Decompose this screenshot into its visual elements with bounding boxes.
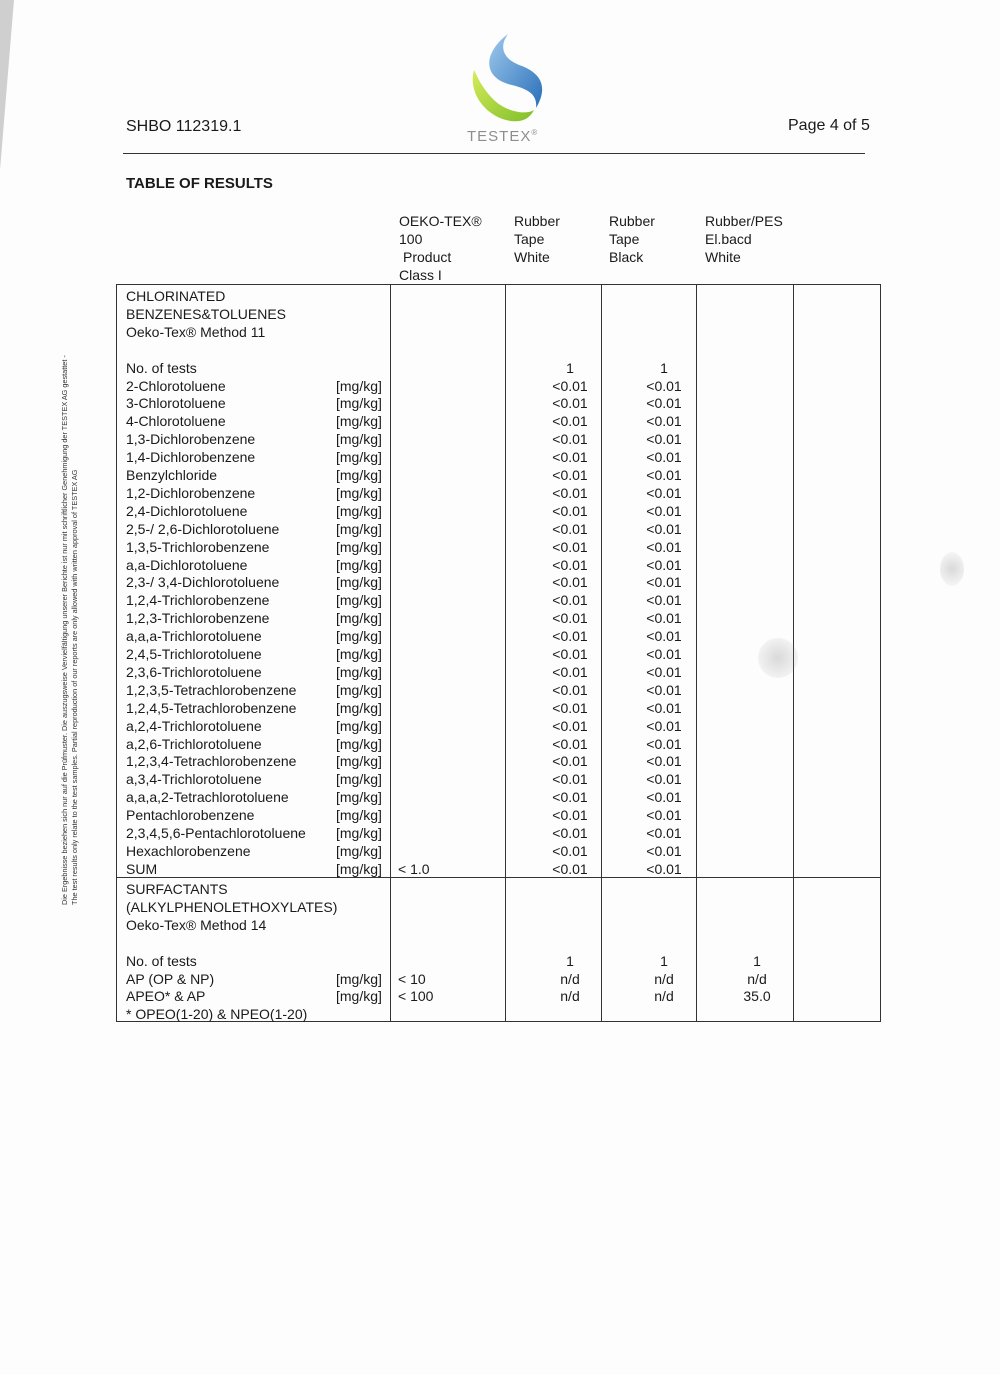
row-label: 2,3,4,5,6-Pentachlorotoluene: [126, 825, 306, 841]
row-value: <0.01: [552, 556, 588, 573]
row-unit: [mg/kg]: [336, 467, 382, 483]
row-label: a,3,4-Trichlorotoluene: [126, 771, 262, 788]
row-unit: [mg/kg]: [336, 449, 382, 466]
row-label: * OPEO(1-20) & NPEO(1-20): [126, 1006, 308, 1023]
column-header-line: Rubber/PES: [705, 213, 783, 229]
row-label: 2,5-/ 2,6-Dichlorotoluene: [126, 520, 280, 537]
row-label: 1,2,4-Trichlorobenzene: [126, 592, 270, 609]
row-unit: [mg/kg]: [336, 556, 382, 573]
row-unit: [mg/kg]: [336, 377, 382, 394]
row-label: AP (OP & NP): [126, 970, 215, 987]
side-note-german: Die Ergebnisse beziehen sich nur auf die Prüfmuster. Die auszugsweise Vervielfältigung unserer Berichte ist nur mit schriftlicher Genehmigung der TESTEX AG gestattet -: [60, 355, 69, 905]
row-value: <0.01: [646, 825, 682, 841]
row-value: <0.01: [552, 681, 588, 698]
row-value: <0.01: [646, 628, 682, 645]
row-label: No. of tests: [126, 952, 197, 969]
column-header-line: Product: [403, 249, 452, 265]
row-value: 1: [566, 952, 574, 969]
row-value: <0.01: [552, 663, 588, 680]
column-header-line: Black: [609, 249, 644, 265]
row-value: <0.01: [552, 538, 588, 555]
column-header-2: [514, 212, 560, 266]
section-divider: [117, 877, 880, 878]
testex-logo-icon: [464, 30, 554, 126]
row-label: 2,3-/ 3,4-Dichlorotoluene: [126, 574, 280, 591]
row-value: 1: [566, 359, 574, 376]
scan-shadow: [0, 0, 14, 170]
row-label: 3-Chlorotoluene: [126, 395, 226, 412]
row-value: <0.01: [646, 377, 682, 394]
report-number: SHBO 112319.1: [126, 118, 242, 135]
row-value: <0.01: [552, 377, 588, 394]
row-value: <0.01: [552, 789, 588, 806]
row-label: APEO* & AP: [126, 988, 206, 1005]
row-label: 1,2,3,4-Tetrachlorobenzene: [126, 753, 297, 770]
legal-side-note: [60, 355, 80, 905]
row-value: <0.01: [646, 592, 682, 609]
row-label: a,a-Dichlorotoluene: [126, 556, 248, 573]
row-label: 2,3,6-Trichlorotoluene: [126, 663, 262, 680]
row-value: <0.01: [646, 467, 682, 483]
row-value: 1: [753, 952, 761, 969]
row-unit: [mg/kg]: [336, 610, 382, 627]
row-unit: [mg/kg]: [336, 574, 382, 591]
row-value: <0.01: [552, 484, 588, 501]
row-label: Hexachlorobenzene: [126, 842, 251, 859]
row-limit: < 100: [398, 988, 434, 1005]
row-value: n/d: [747, 970, 767, 987]
row-unit: [mg/kg]: [336, 842, 382, 859]
row-value: <0.01: [552, 807, 588, 824]
row-label: No. of tests: [126, 359, 197, 376]
row-value: <0.01: [646, 699, 682, 716]
row-value: <0.01: [552, 431, 588, 448]
row-value: <0.01: [646, 789, 682, 806]
row-value: <0.01: [552, 413, 588, 430]
row-label: 1,2,3,5-Tetrachlorobenzene: [126, 681, 297, 698]
section-heading-line: CHLORINATED: [126, 288, 226, 304]
row-limit: < 1.0: [398, 860, 430, 877]
row-value: <0.01: [552, 502, 588, 519]
row-value: <0.01: [646, 610, 682, 627]
logo-wordmark: TESTEX®: [467, 128, 539, 145]
row-unit: [mg/kg]: [336, 663, 382, 680]
column-header-line: Tape: [609, 231, 640, 247]
row-label: 2,4,5-Trichlorotoluene: [126, 646, 262, 662]
column-divider: [390, 285, 391, 1021]
row-value: <0.01: [646, 807, 682, 824]
row-unit: [mg/kg]: [336, 592, 382, 609]
column-header-line: El.bacd: [705, 231, 752, 247]
row-label: SUM: [126, 860, 158, 877]
row-value: <0.01: [646, 413, 682, 430]
row-value: n/d: [654, 988, 674, 1005]
row-unit: [mg/kg]: [336, 538, 382, 555]
row-value: <0.01: [552, 735, 588, 752]
row-label: Benzylchloride: [126, 467, 218, 483]
row-value: <0.01: [646, 502, 682, 519]
row-value: <0.01: [552, 628, 588, 645]
column-header-line: Rubber: [609, 213, 655, 229]
column-divider: [505, 285, 506, 1021]
row-value: <0.01: [552, 646, 588, 662]
row-unit: [mg/kg]: [336, 970, 382, 987]
row-label: a,2,6-Trichlorotoluene: [126, 735, 262, 752]
row-unit: [mg/kg]: [336, 825, 382, 841]
column-header-line: 100: [399, 231, 423, 247]
row-value: n/d: [654, 970, 674, 987]
row-value: <0.01: [552, 717, 588, 734]
column-header-line: Rubber: [514, 213, 560, 229]
header-divider: [123, 153, 865, 154]
row-value: <0.01: [646, 520, 682, 537]
row-label: 2-Chlorotoluene: [126, 377, 226, 394]
row-label: Pentachlorobenzene: [126, 807, 255, 824]
row-unit: [mg/kg]: [336, 771, 382, 788]
row-value: <0.01: [552, 753, 588, 770]
column-header-1: [399, 212, 482, 284]
row-label: a,2,4-Trichlorotoluene: [126, 717, 262, 734]
row-value: <0.01: [646, 574, 682, 591]
row-value: <0.01: [552, 395, 588, 412]
section-heading-line: Oeko-Tex® Method 14: [126, 916, 267, 933]
row-limit: < 10: [398, 970, 426, 987]
side-note-english: The test results only relate to the test samples. Partial reproduction of our reports are only allowed with written approval of TESTEX AG: [70, 469, 79, 905]
row-value: <0.01: [552, 842, 588, 859]
row-unit: [mg/kg]: [336, 395, 382, 412]
row-label: 1,4-Dichlorobenzene: [126, 449, 256, 466]
row-label: 2,4-Dichlorotoluene: [126, 502, 248, 519]
row-value: <0.01: [646, 860, 682, 877]
row-label: 4-Chlorotoluene: [126, 413, 226, 430]
row-value: <0.01: [646, 753, 682, 770]
row-value: <0.01: [646, 646, 682, 662]
row-value: <0.01: [646, 538, 682, 555]
section-heading-line: SURFACTANTS: [126, 881, 228, 897]
row-unit: [mg/kg]: [336, 699, 382, 716]
row-value: <0.01: [646, 484, 682, 501]
row-value: <0.01: [552, 574, 588, 591]
row-label: 1,2,3-Trichlorobenzene: [126, 610, 270, 627]
row-value: <0.01: [646, 663, 682, 680]
row-value: <0.01: [646, 556, 682, 573]
row-unit: [mg/kg]: [336, 681, 382, 698]
row-value: <0.01: [552, 520, 588, 537]
column-header-3: [609, 212, 655, 266]
row-unit: [mg/kg]: [336, 789, 382, 806]
row-unit: [mg/kg]: [336, 628, 382, 645]
row-value: 1: [660, 952, 668, 969]
row-value: <0.01: [552, 467, 588, 483]
row-value: <0.01: [646, 771, 682, 788]
column-header-line: Class I: [399, 267, 442, 283]
row-value: <0.01: [552, 592, 588, 609]
scan-mark: [758, 638, 798, 678]
row-unit: [mg/kg]: [336, 502, 382, 519]
row-value: n/d: [560, 988, 580, 1005]
row-value: <0.01: [552, 860, 588, 877]
row-unit: [mg/kg]: [336, 988, 382, 1005]
row-unit: [mg/kg]: [336, 735, 382, 752]
row-unit: [mg/kg]: [336, 860, 382, 877]
section-heading-line: BENZENES&TOLUENES: [126, 305, 287, 322]
column-header-line: White: [514, 249, 550, 265]
row-unit: [mg/kg]: [336, 520, 382, 537]
scan-mark: [940, 552, 964, 586]
section-title: TABLE OF RESULTS: [126, 175, 273, 192]
row-unit: [mg/kg]: [336, 484, 382, 501]
row-value: <0.01: [552, 610, 588, 627]
row-value: <0.01: [552, 449, 588, 466]
column-header-line: Tape: [514, 231, 545, 247]
row-unit: [mg/kg]: [336, 646, 382, 662]
row-unit: [mg/kg]: [336, 717, 382, 734]
row-value: <0.01: [646, 735, 682, 752]
row-label: 1,3,5-Trichlorobenzene: [126, 538, 270, 555]
row-value: <0.01: [646, 449, 682, 466]
row-value: <0.01: [646, 395, 682, 412]
page-number: Page 4 of 5: [788, 117, 870, 134]
column-header-4: [705, 212, 783, 266]
row-value: 1: [660, 359, 668, 376]
row-value: <0.01: [552, 699, 588, 716]
row-value: <0.01: [646, 431, 682, 448]
row-value: <0.01: [646, 681, 682, 698]
row-unit: [mg/kg]: [336, 413, 382, 430]
row-unit: [mg/kg]: [336, 753, 382, 770]
row-value: n/d: [560, 970, 580, 987]
row-label: 1,3-Dichlorobenzene: [126, 431, 256, 448]
row-label: 1,2-Dichlorobenzene: [126, 484, 256, 501]
row-value: 35.0: [743, 988, 771, 1005]
row-value: <0.01: [646, 842, 682, 859]
column-header-line: OEKO-TEX®: [399, 213, 482, 229]
row-value: <0.01: [552, 825, 588, 841]
section-heading-line: Oeko-Tex® Method 11: [126, 323, 266, 340]
row-unit: [mg/kg]: [336, 807, 382, 824]
section-heading-line: (ALKYLPHENOLETHOXYLATES): [126, 898, 338, 915]
row-label: 1,2,4,5-Tetrachlorobenzene: [126, 699, 297, 716]
column-header-line: White: [705, 249, 741, 265]
row-value: <0.01: [646, 717, 682, 734]
row-label: a,a,a,2-Tetrachlorotoluene: [126, 789, 289, 806]
row-unit: [mg/kg]: [336, 431, 382, 448]
row-label: a,a,a-Trichlorotoluene: [126, 628, 262, 645]
row-value: <0.01: [552, 771, 588, 788]
